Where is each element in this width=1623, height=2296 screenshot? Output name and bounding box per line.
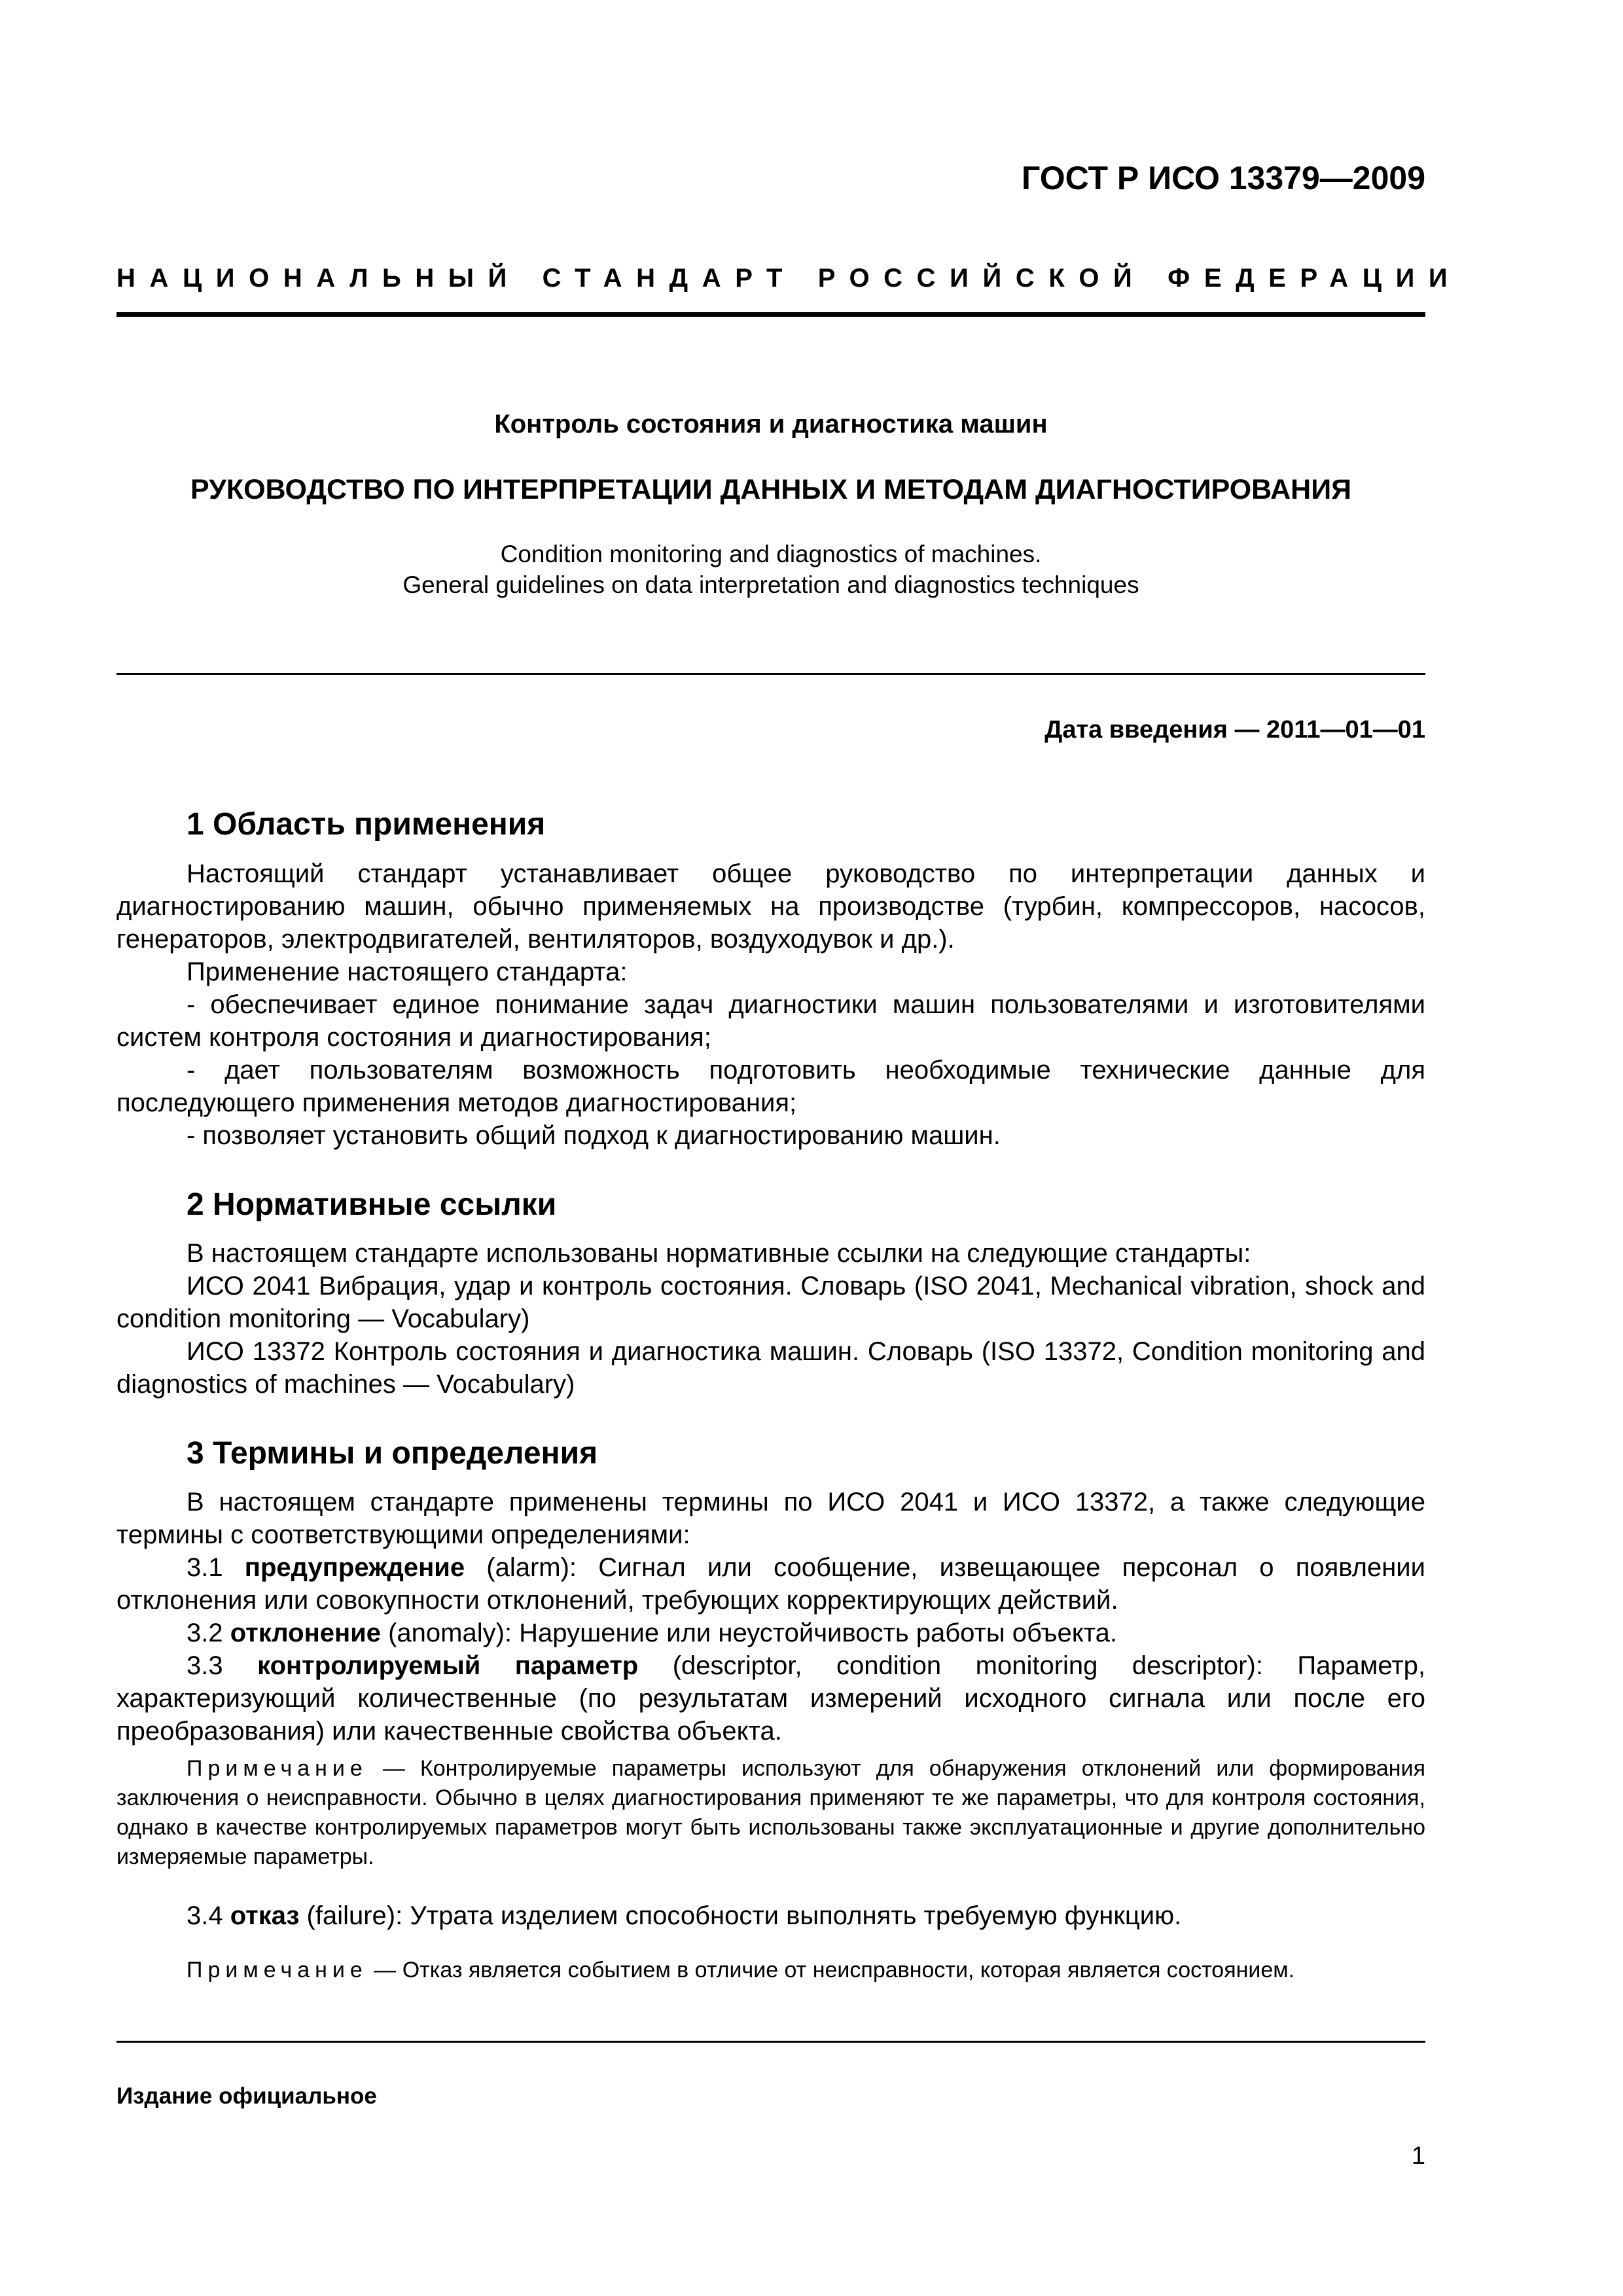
section-2-reference-1: ИСО 2041 Вибрация, удар и контроль состояния. Словарь (ISO 2041, Mechanical vibration, shock and condition monitoring — Vocabulary) <box>116 1272 1425 1333</box>
term-3-4-name: отказ <box>230 1901 300 1930</box>
title-rule <box>116 673 1425 675</box>
note-2-label: Примечание <box>187 1958 368 1982</box>
section-1-paragraph: Настоящий стандарт устанавливает общее руководство по интерпретации данных и диагностированию машин, обычно применяемых на производстве (турбин, компрессоров, насосов, генераторов, электродвигателей, вентиляторов, воздуходувок и др.). <box>116 859 1425 954</box>
title-subject: Контроль состояния и диагностика машин <box>494 410 1048 439</box>
term-3-2-number: 3.2 <box>187 1619 223 1647</box>
section-1-bullet-2: - дает пользователям возможность подготовить необходимые технические данные для последующего применения методов диагностирования; <box>116 1056 1425 1117</box>
term-3-3 <box>116 1649 1425 1748</box>
introduction-date: Дата введения — 2011—01—01 <box>1044 716 1425 744</box>
national-standard-banner: НАЦИОНАЛЬНЫЙ СТАНДАРТ РОССИЙСКОЙ ФЕДЕРАЦИИ <box>116 264 1462 293</box>
term-3-2 <box>116 1617 1425 1649</box>
section-3-paragraph: В настоящем стандарте применены термины по ИСО 2041 и ИСО 13372, а также следующие термины с соответствующими определениями: <box>116 1488 1425 1549</box>
document-number: ГОСТ Р ИСО 13379—2009 <box>1022 160 1425 196</box>
term-3-4 <box>116 1899 1425 1932</box>
section-1-heading: 1 Область применения <box>187 807 546 842</box>
title-main: РУКОВОДСТВО ПО ИНТЕРПРЕТАЦИИ ДАННЫХ И МЕТОДАМ ДИАГНОСТИРОВАНИЯ <box>190 474 1352 505</box>
section-1-bullet-3: - позволяет установить общий подход к диагностированию машин. <box>187 1121 1001 1150</box>
term-3-2-definition: (anomaly): Нарушение или неустойчивость работы объекта. <box>381 1619 1117 1647</box>
title-english-line1: Condition monitoring and diagnostics of machines. <box>500 541 1042 567</box>
term-3-1-number: 3.1 <box>187 1553 223 1582</box>
section-1-bullet-1: - обеспечивает единое понимание задач диагностики машин пользователями и изготовителями систем контроля состояния и диагностирования; <box>116 990 1425 1052</box>
page-number: 1 <box>1411 2142 1425 2170</box>
note-1 <box>116 1754 1425 1872</box>
term-3-1 <box>116 1551 1425 1617</box>
term-3-4-number: 3.4 <box>187 1901 223 1930</box>
term-3-1-name: предупреждение <box>244 1553 465 1582</box>
term-3-2-name: отклонение <box>230 1619 381 1647</box>
note-2 <box>116 1956 1425 1985</box>
term-3-3-definition: (descriptor, condition monitoring descriptor): Параметр, характеризующий количественные (по результатам измерений исходного сигнала или после его преобразования) или качественные свойства объекта. <box>116 1651 1426 1746</box>
term-3-4-definition: (failure): Утрата изделием способности выполнять требуемую функцию. <box>299 1901 1182 1930</box>
term-3-1-definition: (alarm): Сигнал или сообщение, извещающее персонал о появлении отклонения или совокупности отклонений, требующих корректирующих действий. <box>116 1553 1425 1615</box>
section-2-heading: 2 Нормативные ссылки <box>187 1187 557 1222</box>
note-1-text: — Контролируемые параметры используют для обнаружения отклонений или формирования заключения о неисправности. Обычно в целях диагностирования применяют те же параметры, что для контроля состояния, однако в качестве контролируемых параметров могут быть использованы также эксплуатационные и другие дополнительно измеряемые параметры. <box>116 1756 1425 1869</box>
term-3-3-name: контролируемый параметр <box>257 1651 639 1680</box>
section-2-paragraph: В настоящем стандарте использованы нормативные ссылки на следующие стандарты: <box>187 1239 1251 1268</box>
title-english-line2: General guidelines on data interpretation and diagnostics techniques <box>402 571 1139 598</box>
header-rule <box>116 312 1425 317</box>
term-3-3-number: 3.3 <box>187 1651 223 1680</box>
note-1-label: Примечание <box>187 1756 368 1781</box>
note-2-text: — Отказ является событием в отличие от неисправности, которая является состоянием. <box>367 1958 1295 1982</box>
official-edition-label: Издание официальное <box>116 2083 377 2109</box>
section-1-application: Применение настоящего стандарта: <box>187 958 628 986</box>
footer-rule <box>116 2041 1425 2043</box>
section-2-reference-2: ИСО 13372 Контроль состояния и диагностика машин. Словарь (ISO 13372, Condition monitoring and diagnostics of machines — Vocabulary) <box>116 1337 1425 1399</box>
section-3-heading: 3 Термины и определения <box>187 1436 598 1471</box>
